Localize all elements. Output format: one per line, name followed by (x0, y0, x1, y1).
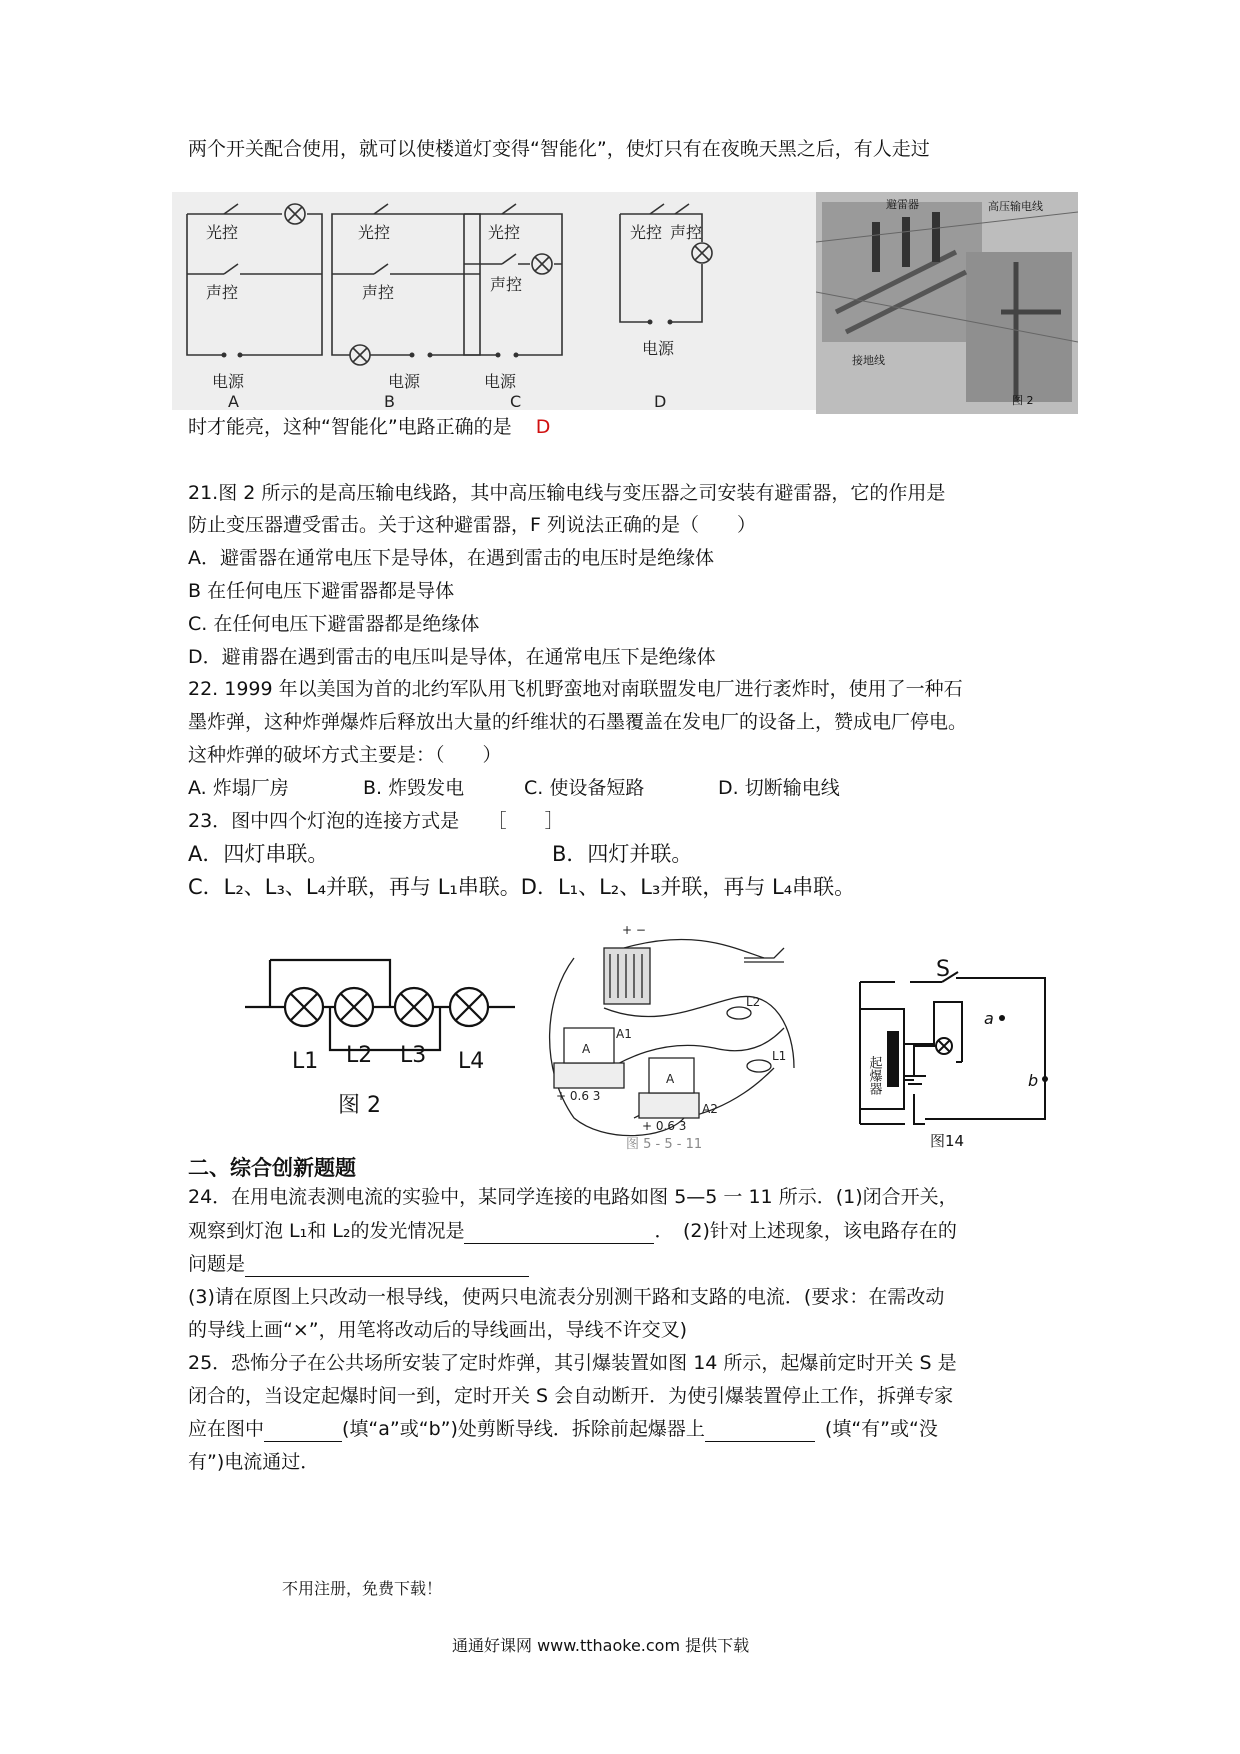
light-control-label: 光控 (488, 223, 521, 242)
q20-line2-text: 时才能亮，这种“智能化”电路正确的是 (188, 416, 512, 438)
q22-stem3: 这种炸弹的破坏方式主要是：（ ） (188, 744, 502, 766)
switch-s-label: S (936, 957, 950, 982)
q25-line3c: (填“有”或“没 (824, 1418, 938, 1440)
q22-option-c: C. 使设备短路 (524, 777, 645, 799)
ammeter-a2-scale: + 0.6 3 (642, 1119, 687, 1133)
q22-stem1: 22. 1999 年以美国为首的北约军队用飞机野蛮地对南联盟发电厂进行袤炸时，使用了一种石 (188, 678, 963, 700)
point-a-label: a (984, 1009, 994, 1028)
four-lamps-figure (240, 940, 520, 1115)
lamp-l2-label: L2 (746, 995, 761, 1009)
battery-terminals: + − (622, 923, 646, 937)
q24-blank-2[interactable] (245, 1256, 529, 1277)
fig14-caption: 图14 (930, 1132, 965, 1150)
q25-line3b: (填“a”或“b”)处剪断导线．拆除前起爆器上 (342, 1418, 705, 1440)
q22-option-b: B. 炸毁发电 (363, 777, 465, 799)
ammeter-a1-dial: A (582, 1042, 591, 1056)
ammeter-a1-scale: + 0.6 3 (556, 1089, 601, 1103)
q24-line5: 的导线上画“×”，用笔将改动后的导线画出，导线不许交叉) (188, 1319, 688, 1341)
sound-control-label: 声控 (362, 283, 395, 302)
q21-option-c: C. 在任何电压下避雷器都是绝缘体 (188, 613, 480, 635)
q21-option-a: A．避雷器在通常电压下是导体，在遇到雷击的电压时是绝缘体 (188, 547, 714, 569)
label-l1: L1 (292, 1049, 319, 1074)
q25-line1: 25．恐怖分子在公共场所安装了定时炸弹，其引爆装置如图 14 所示，起爆前定时开关 S 是 (188, 1352, 957, 1374)
q21-stem1: 21.图 2 所示的是高压输电线路，其中高压输电线与变压器之司安装有避雷器，它的作用是 (188, 482, 946, 504)
ammeter-a2-dial: A (666, 1072, 675, 1086)
sound-control-label: 声控 (206, 283, 239, 302)
q23-option-a: A．四灯串联。 (188, 842, 329, 866)
q23-ab (188, 841, 693, 867)
label-l3: L3 (400, 1043, 427, 1068)
q25-line3 (188, 1416, 938, 1442)
q22-option-d: D. 切断输电线 (718, 777, 840, 799)
q22-stem2: 墨炸弹，这种炸弹爆炸后释放出大量的纤维状的石墨覆盖在发电厂的设备上，赞成电厂停电。 (188, 711, 968, 733)
photo-high-voltage-line (816, 192, 1078, 414)
q20-line2 (188, 414, 550, 440)
label-l4: L4 (458, 1049, 485, 1074)
q24-line2b: ． (2)针对上述现象，该电路存在的 (654, 1220, 957, 1242)
power-label: 电源 (642, 339, 675, 358)
light-control-label: 光控 (206, 223, 239, 242)
light-control-label: 光控 (630, 223, 663, 242)
q22-options (188, 775, 840, 801)
q21-option-b: B 在任何电压下避雷器都是导体 (188, 580, 455, 602)
q25-line2: 闭合的，当设定起爆时间一到，定时开关 S 会自动断开．为使引爆装置停止工作，拆弹专家 (188, 1385, 954, 1407)
arrester-label: 避雷器 (886, 198, 919, 211)
q24-line4: (3)请在原图上只改动一根导线，使两只电流表分别测干路和支路的电流．(要求：在需改动 (188, 1286, 945, 1308)
ground-wire-label: 接地线 (852, 354, 885, 367)
option-b-label: B (384, 392, 395, 410)
detonator-label: 起爆器 (866, 1056, 882, 1095)
hv-line-label: 高压输电线 (988, 200, 1043, 213)
q24-line2 (188, 1218, 957, 1244)
ammeter-a1-label: A1 (616, 1027, 632, 1041)
q20-circuit-figure (172, 192, 820, 410)
detonator-figure (850, 944, 1060, 1154)
four-lamps-caption: 图 2 (338, 1093, 381, 1115)
q24-blank-1[interactable] (464, 1223, 654, 1244)
q23-stem: 23．图中四个灯泡的连接方式是 ［ ］ (188, 810, 564, 832)
ammeter-circuit-caption: 图 5 - 5 - 11 (626, 1137, 703, 1150)
q23-option-b: B．四灯并联。 (552, 842, 693, 866)
label-l2: L2 (346, 1043, 373, 1068)
q24-line3-text: 问题是 (188, 1253, 246, 1275)
q24-line2a: 观察到灯泡 L₁和 L₂的发光情况是 (188, 1220, 465, 1242)
option-a-label: A (228, 392, 239, 410)
sound-control-label: 声控 (670, 223, 703, 242)
q25-line4: 有”)电流通过． (188, 1451, 320, 1473)
ammeter-a2-label: A2 (702, 1102, 718, 1116)
lamp-l1-label: L1 (772, 1049, 787, 1063)
ammeter-circuit-figure (534, 918, 834, 1150)
option-c-label: C (510, 392, 522, 410)
point-b-label: b (1028, 1071, 1039, 1090)
light-control-label: 光控 (358, 223, 391, 242)
q25-blank-1[interactable] (264, 1421, 342, 1442)
sound-control-label: 声控 (490, 275, 523, 294)
q24-line3 (188, 1251, 529, 1277)
footer-site[interactable]: 通通好课网 www.tthaoke.com 提供下载 (452, 1636, 750, 1655)
q25-line3a: 应在图中 (188, 1418, 265, 1440)
q23-option-cd: C．L₂、L₃、L₄并联，再与 L₁串联。D．L₁、L₂、L₃并联，再与 L₄串联。 (188, 875, 856, 899)
footer-note: 不用注册，免费下载！ (282, 1579, 443, 1598)
photo-caption: 图 2 (1012, 394, 1034, 407)
power-label: 电源 (484, 372, 517, 391)
q20-answer: D (535, 416, 551, 438)
q22-option-a: A. 炸塌厂房 (188, 777, 289, 799)
option-d-label: D (654, 392, 667, 410)
power-label: 电源 (212, 372, 245, 391)
q24-line1: 24．在用电流表测电流的实验中，某同学连接的电路如图 5—5 一 11 所示．(1)闭合开关， (188, 1186, 958, 1208)
q20-line1: 两个开关配合使用，就可以使楼道灯变得“智能化”，使灯只有在夜晚天黑之后，有人走过 (188, 138, 930, 160)
q21-stem2: 防止变压器遭受雷击。关于这种避雷器，F 列说法正确的是（ ） (188, 514, 756, 536)
q25-blank-2[interactable] (705, 1421, 815, 1442)
q21-option-d: D．避甫器在遇到雷击的电压叫是导体，在通常电压下是绝缘体 (188, 646, 716, 668)
power-label: 电源 (388, 372, 421, 391)
section-2-title: 二、综合创新题题 (188, 1156, 356, 1180)
